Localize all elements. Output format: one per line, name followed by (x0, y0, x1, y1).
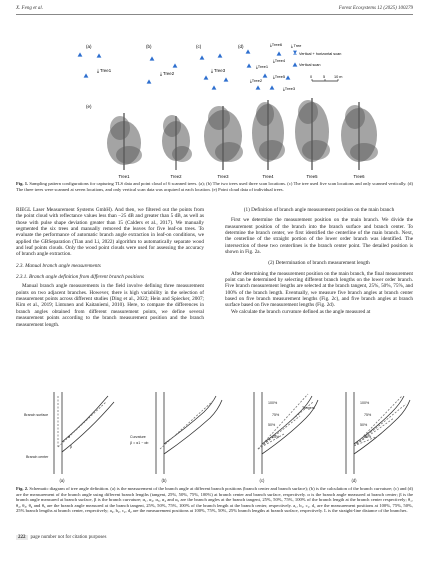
figure-2-caption-text: Schematic diagram of tree angle definition. (a) is the measurement of the branch angle at different branch positions (branch center and branch surface); (b) is the calculation of the branch curvature; (c) and (d) are the measurement of the branch angle using different branch lengths (tangent, 25%, 50%, 75%, 100%) at branch center and branch surface, respectively. α is the branch angle measured at branch center; β is the branch angle measured at branch surface, β is the branch curvature; α₁, α₂, α₃, α₄ and α₅ are the branch angles at the branch tangent, 25%, 50%, 75%, 100% of the branch length at the branch center respectively; θ₁, θ₂, θ₃, θ₄ and θ₅ are the branch angle measured at the branch tangent, 25%, 50%, 75%, 100% of the branch length at the branch center, respectively. a₁, b₁, c₁, d₁ are the measurement positions at 100%, 75%, 50%, 25% branch lengths at branch center, respectively; a₂, b₂, c₂, d₂ are the measurement positions at 100%, 75%, 50%, 25% branch lengths at branch surface, respectively. L is the straight-line distance of the branches. (16, 486, 413, 514)
tree-cloud-5 (295, 98, 330, 170)
tree1-label: ⤓ Tree1 (97, 68, 112, 73)
tree2-label: ⤓ Tree2 (160, 71, 175, 76)
fig2-label-b: (b) (161, 478, 167, 483)
scale-bar (310, 75, 342, 81)
svg-text:10 m: 10 m (334, 75, 343, 79)
fig2-panel-b (156, 392, 222, 474)
paragraph: First we determine the measurement position on the main branch. We divide the measurement position of the branch into the branch surface and branch center. To determine the branch center, we first identified the centerline of the main branch. Next, the centerline of the straight portion of the lower order branch was identified. The intersection of these two centerlines is the branch center point. The detailed position is shown in Fig. 2a. (225, 217, 413, 256)
svg-text:⤓Tree6: ⤓Tree6 (270, 42, 283, 47)
numbered-heading: (2) Determination of branch measurement length (268, 260, 370, 267)
svg-text:⤓Tree1: ⤓Tree1 (256, 64, 269, 69)
header-rule (16, 14, 413, 15)
pct-100-d: 100% (360, 401, 370, 405)
right-column (225, 207, 413, 315)
panel-d-tree-labels (250, 42, 296, 91)
svg-text:Tree3: Tree3 (217, 174, 229, 179)
svg-text:Tree5: Tree5 (306, 174, 318, 179)
fig2-panel-d (346, 392, 410, 474)
footer-note: page number not for citation purposes (30, 535, 107, 540)
page-footer (16, 535, 106, 540)
svg-text:⤓Tree5: ⤓Tree5 (273, 74, 286, 79)
point-cloud-trees (107, 98, 378, 170)
svg-text:0: 0 (310, 75, 313, 79)
paragraph: We calculate the branch curvature defined as the angle measured at (231, 308, 371, 315)
figure-1 (16, 18, 413, 180)
panel-c-label: (c) (196, 44, 202, 49)
tree-cloud-6 (341, 102, 378, 170)
fig2-label-a: (a) (59, 478, 65, 483)
panel-d-label: (d) (238, 44, 244, 49)
pct-25-d: 25% (364, 435, 372, 439)
figure-1-caption (16, 181, 413, 192)
svg-text:Vertical + horizontal scan: Vertical + horizontal scan (299, 52, 342, 56)
svg-text:Vertical scan: Vertical scan (299, 63, 321, 67)
svg-text:Tree4: Tree4 (262, 174, 274, 179)
figure-2-caption (16, 486, 413, 514)
pct-50-c: 50% (268, 423, 276, 427)
section-heading: 2.3. Manual branch angle measurements (16, 262, 101, 269)
fig2-label-d: (d) (351, 478, 357, 483)
fig2-label-c: (c) (259, 478, 265, 483)
svg-text:⤓Tree2: ⤓Tree2 (250, 78, 263, 83)
branch-center-label: Branch center (26, 455, 49, 459)
panel-a-label: (a) (86, 44, 92, 49)
branch-surface-label: Branch surface (24, 413, 49, 417)
pct-25-c: 25% (272, 435, 280, 439)
subsection-heading: 2.3.1. Branch angle definition from different branch positions (16, 274, 144, 281)
tree-cloud-2 (162, 115, 192, 170)
numbered-heading: (1) Definition of branch angle measurement position on the main branch (243, 207, 395, 213)
svg-text:⤓ Tree: ⤓ Tree (291, 44, 302, 48)
curvature-label: Curvature (130, 435, 146, 439)
svg-text:⤓Tree3: ⤓Tree3 (283, 86, 296, 91)
paragraph: RIEGL Laser Measurement Systems GmbH). And then, we filtered out the points from the point cloud with reflectance values less than −25 dB and greater than 5 dB, as well as those with pulse shape deviation greater than 15 (Calders et al., 2017). We manually segmented the six trees and manually removed the leaves for five leaf-on trees. To evaluate the performance of automatic branch angle extraction in leaf-on conditions, we applied the GBSeparation (Tian and Li, 2022) algorithm to automatically separate wood and leaf points clouds. Only the wood point clouds were used for assessing the accuracy of branch angle extraction. (16, 207, 204, 258)
paragraph: Manual branch angle measurements in the field involve defining three measurement points on two adjacent branches. However, there is high variability in the selection of measurement points across different studies (Ding et al., 2022; Hein and Spiecker, 2007; Kim et al., 2019; Lintunen and Kaitaniemi, 2010). Here, to compare the differences in branch angles obtained from different measurement points, we define several measurement points according to the branch measurement position and the branch measurement length. (16, 283, 204, 328)
panel-a-scans (78, 52, 102, 77)
beta-symbol: β (70, 445, 73, 449)
running-header-journal: Forest Ecosystems 12 (2025) 100279 (338, 6, 413, 11)
svg-text:Tree6: Tree6 (353, 174, 365, 179)
panel-e-label: (e) (86, 104, 92, 109)
panel-b-scans (147, 56, 178, 83)
fig2-panel-c (254, 392, 318, 474)
tangent-label: Tangent (302, 406, 315, 410)
pct-75-d: 75% (364, 413, 372, 417)
curvature-equation: β = α1 − αb (130, 441, 149, 445)
panel-b-label: (b) (146, 44, 152, 49)
figure-1-caption-text: Sampling pattern configurations for capturing TLS data and point cloud of 6 scanned trees. (a); (b) The two trees used three scan locations. (c) The tree used five scan locations and only scanned vertically. (d) The three trees were scanned at seven locations, and only vertical scan data was acquired at each location. (e) Point cloud data of individual trees. (16, 181, 414, 192)
paragraph: After determining the measurement position on the main branch, the final measurement point can be determined by selecting different branch lengths on the lower order branch. Five branch measurement lengths are selected at the branch tangent, 25%, 50%, 75%, and 100% of the branch length. Eventually, we measure five branch angles at branch center based on five branch measurement lengths (Fig. 2c), and five branch angles at branch surface based on five measurement lengths (Fig. 2d). (225, 270, 413, 309)
figure-2 (16, 382, 413, 484)
figure-1-legend (291, 44, 341, 67)
figure-2-caption-label: Fig. 2. (16, 486, 29, 491)
svg-text:Tree2: Tree2 (170, 174, 182, 179)
alpha-symbol: α (68, 435, 71, 439)
svg-text:5: 5 (323, 75, 326, 79)
pct-75-c: 75% (272, 413, 280, 417)
page-number: 222 (18, 535, 26, 540)
tree3-label: ⤓ Tree3 (211, 68, 226, 73)
tree-cloud-1 (107, 113, 142, 170)
tree-cloud-4 (252, 100, 285, 170)
pct-50-d: 50% (360, 423, 368, 427)
left-column (16, 207, 204, 328)
svg-text:⤓Tree4: ⤓Tree4 (273, 58, 286, 63)
panel-d-scans (246, 49, 291, 89)
figure-1-caption-label: Fig. 1. (16, 181, 29, 186)
svg-text:Tree1: Tree1 (118, 174, 130, 179)
fig2-panel-a (54, 392, 114, 474)
tree-cloud-labels (118, 174, 365, 179)
pct-100-c: 100% (268, 401, 278, 405)
running-header-authors: X. Feng et al. (16, 6, 44, 11)
tree-cloud-3 (204, 106, 243, 170)
